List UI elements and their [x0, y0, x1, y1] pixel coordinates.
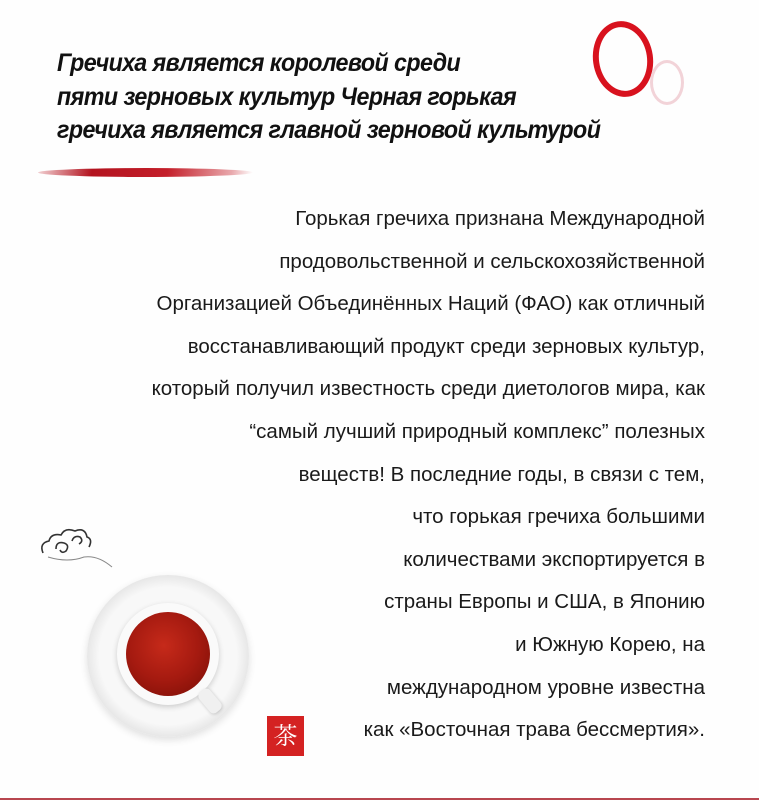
cloud-icon	[38, 515, 118, 570]
body-line: страны Европы и США, в Японию	[384, 590, 705, 614]
brush-stroke-divider	[37, 168, 254, 177]
body-line: который получил известность среди диетологов мира, как	[151, 377, 705, 401]
heading-line: пяти зерновых культур Черная горькая	[57, 82, 517, 111]
body-line: продовольственной и сельскохозяйственной	[279, 249, 705, 273]
body-line: как «Восточная трава бессмертия».	[363, 718, 705, 742]
body-line: международном уровне известна	[386, 675, 705, 699]
tea-surface	[126, 612, 210, 696]
heading-line: Гречиха является королевой среди	[57, 49, 461, 77]
heading	[57, 47, 737, 148]
tea-cup-image	[87, 575, 249, 737]
body-line: Организацией Объединённых Наций (ФАО) как отличный	[156, 292, 705, 316]
body-line: и Южную Корею, на	[515, 632, 705, 656]
cup-handle	[196, 687, 223, 716]
body-line: веществ! В последние годы, в связи с тем,	[298, 462, 705, 486]
tea-seal-stamp: 茶	[267, 716, 304, 756]
heading-line: гречиха является главной зерновой культурой	[57, 116, 601, 144]
body-line: Горькая гречиха признана Международной	[295, 207, 705, 230]
body-line: количествами экспортируется в	[403, 547, 705, 571]
body-line: восстанавливающий продукт среди зерновых культур,	[187, 334, 705, 358]
body-line: что горькая гречиха большими	[412, 505, 705, 529]
body-line: “самый лучший природный комплекс” полезных	[249, 419, 705, 443]
